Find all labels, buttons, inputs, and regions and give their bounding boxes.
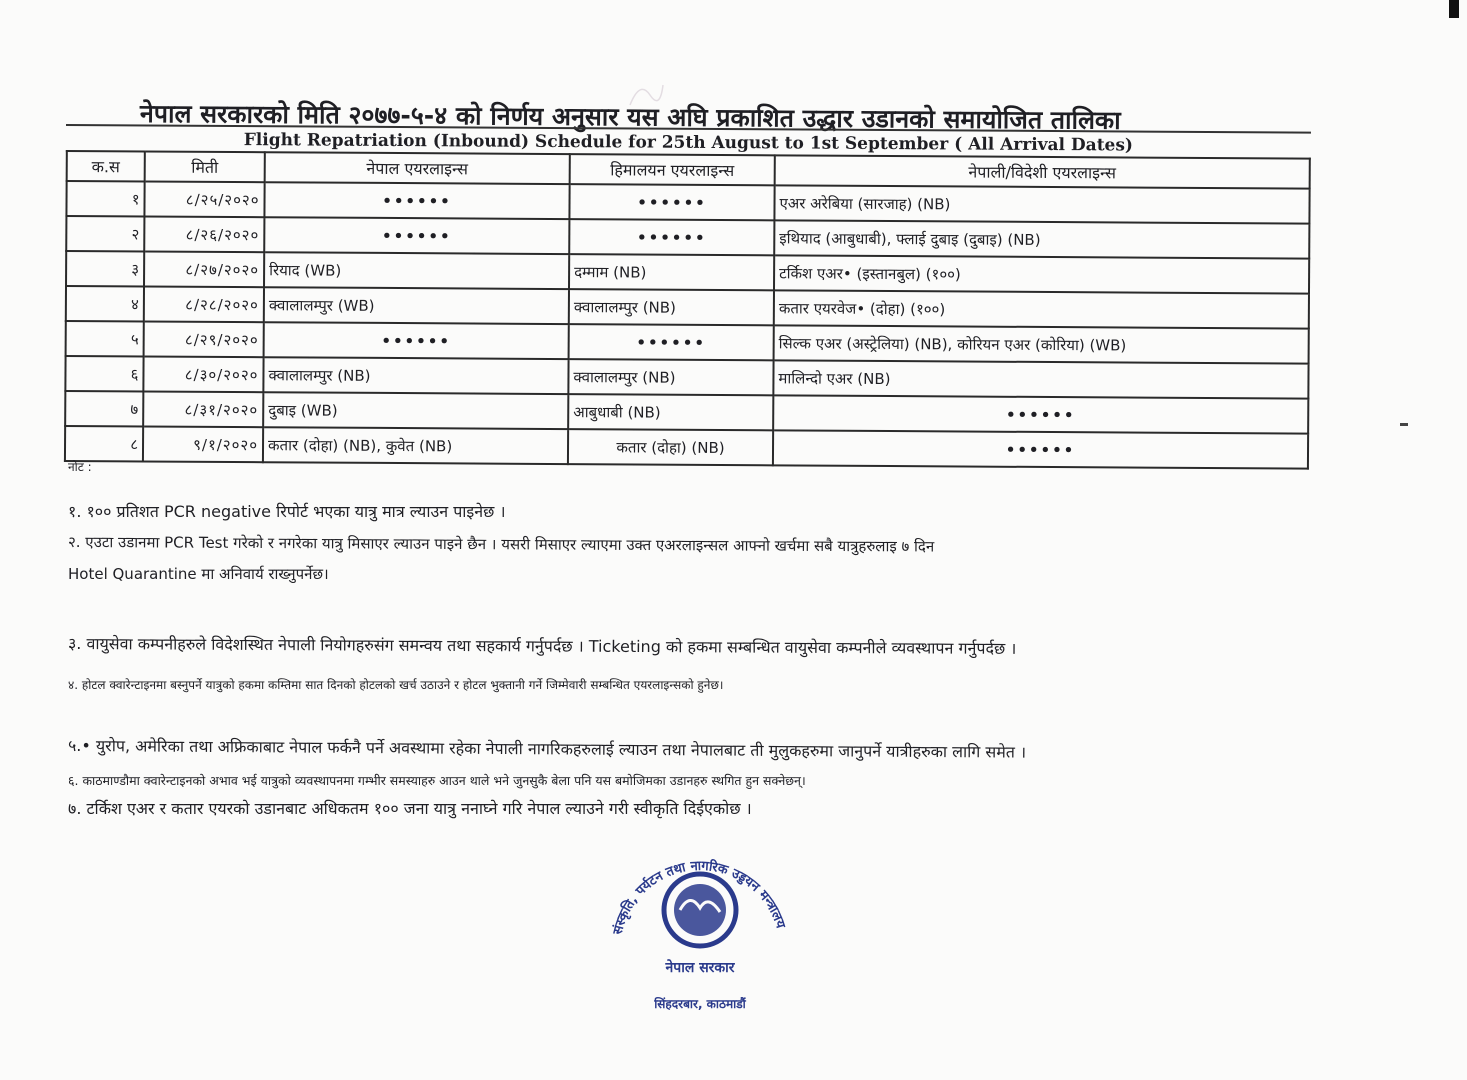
cell-himalayan-airlines: •••••• <box>569 184 774 220</box>
header-himalayan-airlines: हिमालयन एयरलाइन्स <box>570 154 775 185</box>
cell-sn: ५ <box>66 321 144 356</box>
table-subtitle: Flight Repatriation (Inbound) Schedule for 25th August to 1st September ( All Arrival Dates) <box>66 124 1311 160</box>
cell-other-airlines: सिल्क एअर (अस्ट्रेलिया) (NB), कोरियन एअर (कोरिया) (WB) <box>774 325 1309 363</box>
cell-himalayan-airlines: क्वालालम्पुर (NB) <box>568 359 773 395</box>
note-1: १. १०० प्रतिशत PCR negative रिपोर्ट भएका यात्रु मात्र ल्याउन पाइनेछ । <box>68 502 506 521</box>
cell-date: ९/१/२०२० <box>143 426 263 462</box>
note-2: २. एउटा उडानमा PCR Test गरेको र नगरेका यात्रु मिसाएर ल्याउन पाइने छैन । यसरी मिसाएर ल्याएमा उक्त एअरलाइन्सल आफ्नो खर्चमा सबै यात्रुहरुलाइ ७ दिन <box>67 533 935 556</box>
cell-sn: २ <box>66 216 144 251</box>
cell-other-airlines: कतार एयरवेज• (दोहा) (१००) <box>774 290 1309 328</box>
cell-sn: १ <box>66 181 144 216</box>
cell-other-airlines: मालिन्दो एअर (NB) <box>773 360 1308 398</box>
document-title: नेपाल सरकारको मिति २०७७-५-४ को निर्णय अनुसार यस अघि प्रकाशित उद्धार उडानको समायोजित तालिका <box>139 99 1121 135</box>
seal-outer-text: संस्कृति, पर्यटन तथा नागरिक उड्डयन मन्त्रालय <box>610 858 788 937</box>
cell-other-airlines: •••••• <box>773 430 1308 468</box>
schedule-table <box>64 150 1311 470</box>
note-7: ७. टर्किश एअर र कतार एयरको उडानबाट अधिकतम १०० जना यात्रु ननाघ्ने गरि नेपाल ल्याउने गरी स्वीकृति दिईएकोछ । <box>68 799 752 818</box>
cell-himalayan-airlines: आबुधाबी (NB) <box>568 394 773 430</box>
cell-nepal-airlines: •••••• <box>264 217 569 254</box>
note-4: ४. होटल क्वारेन्टाइनमा बस्नुपर्ने यात्रुको हकमा कम्तिमा सात दिनको होटलको खर्च उठाउने र होटल भुक्तानी गर्ने जिम्मेवारी सम्बन्धित एयरलाइन्सको हुनेछ। <box>68 678 724 692</box>
cell-sn: ३ <box>66 251 144 286</box>
note-6: ६. काठमाण्डौमा क्वारेन्टाइनको अभाव भई यात्रुको व्यवस्थापनमा गम्भीर समस्याहरु आउन थाले भने जुनसुकै बेला पनि यस बमोजिमका उडानहरु स्थगित हुन सक्नेछन्। <box>68 773 806 788</box>
cell-himalayan-airlines: कतार (दोहा) (NB) <box>568 429 773 465</box>
seal-inner-text: नेपाल सरकार <box>665 960 735 976</box>
cell-sn: ६ <box>65 356 143 391</box>
cell-nepal-airlines: रियाद (WB) <box>264 252 569 289</box>
cell-himalayan-airlines: •••••• <box>569 324 774 360</box>
table-row <box>65 426 1308 469</box>
cell-date: ८/२७/२०२० <box>144 251 264 287</box>
cell-date: ८/२८/२०२० <box>144 286 264 322</box>
note-5: ५.• युरोप, अमेरिका तथा अफ्रिकाबाट नेपाल फर्कनै पर्ने अवस्थामा रहेका नेपाली नागरिकहरुलाई ल्याउन तथा नेपालबाट ती मुलुकहरुमा जानुपर्ने यात्रीहरुका लागि समेत । <box>67 736 1027 762</box>
notes-label: नोट : <box>68 460 92 474</box>
ministry-seal-stamp <box>600 850 800 1020</box>
header-sn: क.स <box>67 151 145 181</box>
cell-sn: ७ <box>65 391 143 426</box>
header-nepal-airlines: नेपाल एयरलाइन्स <box>265 152 570 184</box>
cell-himalayan-airlines: •••••• <box>569 219 774 255</box>
cell-other-airlines: इथियाद (आबुधाबी), फ्लाई दुबाइ (दुबाइ) (NB) <box>774 220 1309 258</box>
cell-nepal-airlines: •••••• <box>264 322 569 359</box>
cell-nepal-airlines: दुबाइ (WB) <box>263 392 568 429</box>
cell-date: ८/३१/२०२० <box>143 391 263 427</box>
cell-nepal-airlines: क्वालालम्पुर (WB) <box>264 287 569 324</box>
cell-nepal-airlines: कतार (दोहा) (NB), कुवेत (NB) <box>263 427 568 464</box>
cell-sn: ४ <box>66 286 144 321</box>
cell-nepal-airlines: क्वालालम्पुर (NB) <box>263 357 568 394</box>
schedule-table-container <box>64 124 1311 478</box>
cell-sn: ८ <box>65 426 143 461</box>
cell-himalayan-airlines: क्वालालम्पुर (NB) <box>569 289 774 325</box>
cell-date: ८/२५/२०२० <box>144 181 264 217</box>
cell-other-airlines: टर्किश एअर• (इस्तानबुल) (१००) <box>774 255 1309 293</box>
cell-date: ८/२६/२०२० <box>144 216 264 252</box>
note-3: ३. वायुसेवा कम्पनीहरुले विदेशस्थित नेपाली नियोगहरुसंग समन्वय तथा सहकार्य गर्नुपर्दछ । Ticketing को हकमा सम्बन्धित वायुसेवा कम्पनीले व्यवस्थापन गर्नुपर्दछ । <box>67 634 1017 658</box>
cell-other-airlines: एअर अरेबिया (सारजाह) (NB) <box>774 185 1309 223</box>
margin-mark <box>1400 423 1408 426</box>
seal-bottom-text: सिंहदरबार, काठमाडौं <box>654 997 746 1011</box>
header-other-airlines: नेपाली/विदेशी एयरलाइन्स <box>775 155 1310 188</box>
header-date: मिती <box>145 151 265 182</box>
corner-mark <box>1449 0 1459 18</box>
cell-himalayan-airlines: दम्माम (NB) <box>569 254 774 290</box>
cell-nepal-airlines: •••••• <box>264 182 569 219</box>
cell-date: ८/३०/२०२० <box>143 356 263 392</box>
note-2-continued: Hotel Quarantine मा अनिवार्य राख्नुपर्नेछ। <box>68 565 329 583</box>
cell-date: ८/२९/२०२० <box>144 321 264 357</box>
cell-other-airlines: •••••• <box>773 395 1308 433</box>
